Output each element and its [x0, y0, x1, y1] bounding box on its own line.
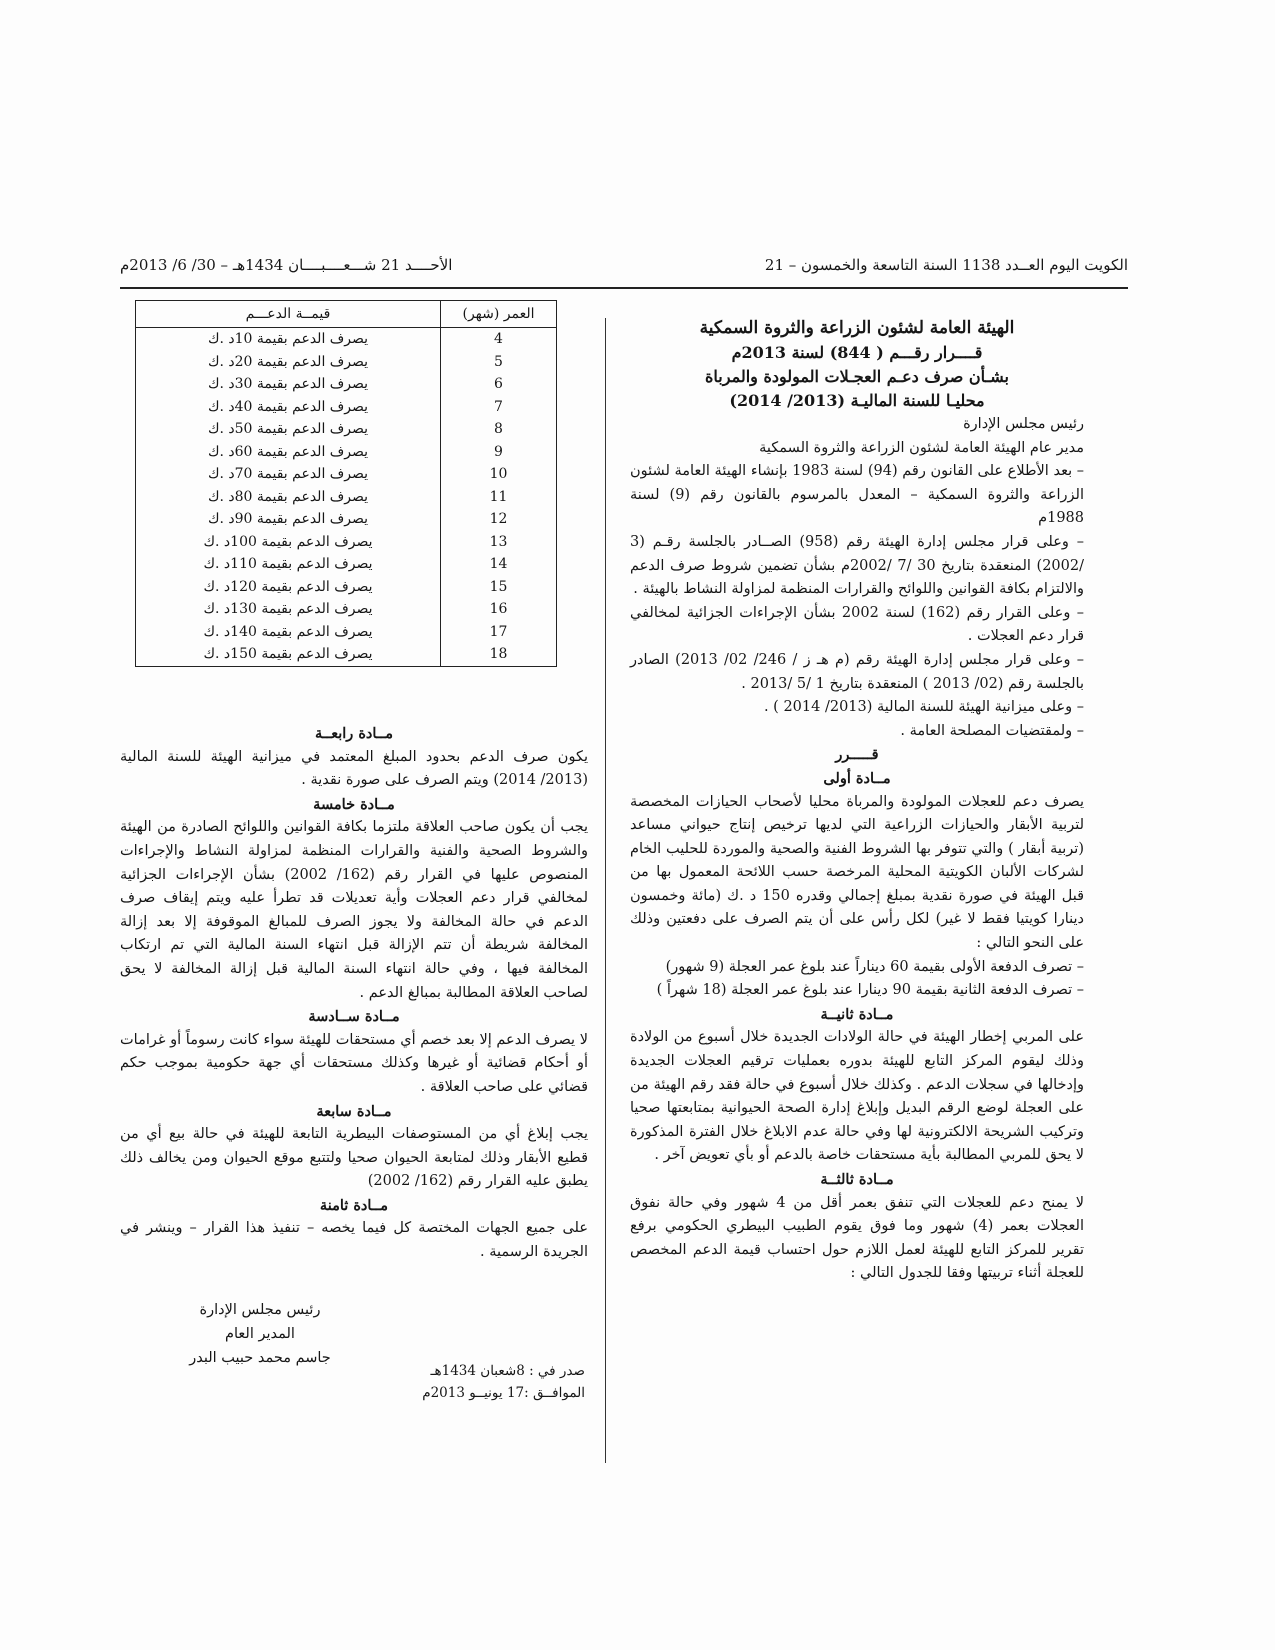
article-heading: مــادة رابعــة [314, 725, 394, 742]
table-row [136, 351, 557, 374]
article-body: يصرف دعم للعجلات المولودة والمرباة محليا لأصحاب الحيازات المخصصة لتربية الأبقار والحيازات الزراعية التي لديها ترخيص إنتاج حيواني مساعد (تربية أبقار ) والتي تتوفر بها الشروط الفنية والصحية والموردة للحليب الخام لشركات الألبان الكويتية المحلية المرخصة حسب اللائحة المعمول بها من قبل الهيئة في صورة نقدية بمبلغ إجمالي وقدره 150 د .ك (مائة وخمسون دينارا كويتيا فقط لا غير) لكل رأس على أن يتم الصرف على دفعتين وذلك على النحو التالي : [630, 793, 1085, 952]
value-cell: يصرف الدعم بقيمة 150د .ك [203, 646, 373, 663]
table-row [136, 486, 557, 509]
article-body: يكون صرف الدعم بحدود المبلغ المعتمد في ميزانية الهيئة للسنة المالية (2013/ 2014) ويتم الصرف على صورة نقدية . [120, 748, 588, 789]
article-item: – تصرف الدفعة الأولى بقيمة 60 ديناراً عند بلوغ عمر العجلة (9 شهور) [665, 958, 1084, 975]
table-header-row [136, 301, 557, 328]
article-heading: مــادة ثالثــة [820, 1171, 894, 1188]
age-cell: 7 [441, 396, 557, 419]
table-row [136, 508, 557, 531]
signature-block [160, 1298, 360, 1370]
header-date: الأحــــد 21 شـــعــــبــــان 1434هـ – 30/ 6/ 2013م [120, 256, 453, 274]
age-cell: 14 [441, 553, 557, 576]
table-row [136, 531, 557, 554]
issuer-line: رئيس مجلس الإدارة [963, 416, 1084, 432]
article-heading: مــادة أولى [823, 769, 891, 787]
value-cell: يصرف الدعم بقيمة 50د .ك [207, 421, 369, 438]
value-cell: يصرف الدعم بقيمة 120د .ك [203, 578, 373, 595]
column-divider [605, 318, 606, 1463]
preamble-item: – وعلى قرار مجلس إدارة الهيئة رقم (م هـ ز / 246/ 02/ 2013) الصادر بالجلسة رقم (02/ 2013 ) المنعقدة بتاريخ 1 /5 /2013 . [630, 651, 1085, 692]
value-cell: يصرف الدعم بقيمة 90د .ك [207, 511, 369, 528]
corresponding-date: الموافــق :17 يونيــو 2013م [422, 1385, 585, 1401]
issuer-line: مدير عام الهيئة العامة لشئون الزراعة والثروة السمكية [759, 439, 1084, 456]
age-cell: 13 [441, 531, 557, 554]
signatory-title: رئيس مجلس الإدارة [199, 1302, 321, 1318]
article-heading: مــادة خامسة [313, 795, 395, 813]
value-cell: يصرف الدعم بقيمة 70د .ك [207, 466, 369, 483]
preamble-item: – وعلى ميزانية الهيئة للسنة المالية (2013/ 2014 ) . [763, 699, 1084, 716]
header-rule [120, 287, 1128, 289]
age-cell: 5 [441, 351, 557, 374]
value-cell: يصرف الدعم بقيمة 140د .ك [203, 623, 373, 640]
age-cell: 6 [441, 373, 557, 396]
article-heading: مــادة ثامنة [319, 1196, 389, 1214]
age-cell: 15 [441, 576, 557, 599]
decision-title-line: قــــرار رقـــم ( 844) لسنة 2013م [731, 343, 983, 362]
preamble-item: – وعلى قرار مجلس إدارة الهيئة رقم (958) الصــادر بالجلسة رقـم (3 /2002) المنعقدة بتاريخ 30 /7 /2002م بشأن تضمين شروط صرف الدعم والالتزام بكافة القوانين واللوائح والقرارات المنظمة لمزاولة النشاط بالهيئة . [630, 533, 1084, 598]
age-cell: 11 [441, 486, 557, 509]
value-cell: يصرف الدعم بقيمة 130د .ك [203, 601, 373, 618]
header-issue-info: الكويت اليوم العــدد 1138 السنة التاسعة والخمسون – 21 [764, 256, 1128, 274]
value-cell: يصرف الدعم بقيمة 80د .ك [207, 488, 369, 505]
age-cell: 9 [441, 441, 557, 464]
organization-title: الهيئة العامة لشئون الزراعة والثروة السمكية [699, 318, 1015, 338]
article-heading: مــادة ســادسة [308, 1008, 400, 1026]
decides-heading: قـــــرر [835, 746, 879, 764]
preamble-item: – ولمقتضيات المصلحة العامة . [900, 722, 1084, 739]
table-row [136, 396, 557, 419]
article-heading: مــادة سابعة [316, 1102, 392, 1120]
preamble-item: – وعلى القرار رقم (162) لسنة 2002 بشأن الإجراءات الجزائية لمخالفي قرار دعم العجلات . [630, 604, 1084, 645]
decision-title-line: بشـأن صرف دعـم العجـلات المولودة والمرباة [705, 367, 1009, 386]
running-header [120, 256, 1128, 282]
value-cell: يصرف الدعم بقيمة 30د .ك [207, 376, 369, 393]
article-body: على المربي إخطار الهيئة في حالة الولادات الجديدة خلال أسبوع من الولادة وذلك ليقوم المركز التابع للهيئة بدوره بعمليات ترقيم العجلات الجديدة وإدخالها في سجلات الدعم . وكذلك خلال أسبوع في حالة فقد رقم الهيئة من على العجلة لوضع الرقم البديل وإبلاغ إدارة الصحة الحيوانية بمتابعتها صحيا وتركيب الشريحة الالكترونية لها وفي حالة عدم الابلاغ خلال الفترة المذكورة لا يحق للمربي المطالبة بأية مستحقات خاصة بالدعم أو بأي تعويض آخر . [630, 1029, 1084, 1164]
article-body: يجب إبلاغ أي من المستوصفات البيطرية التابعة للهيئة في حالة بيع أي من قطيع الأبقار وذلك لمتابعة الحيوان صحيا ولتتبع موقع الحيوان ومن يخالف ذلك يطبق عليه القرار رقم (162/ 2002) [120, 1126, 588, 1190]
article-item: – تصرف الدفعة الثانية بقيمة 90 دينارا عند بلوغ عمر العجلة (18 شهراً ) [656, 982, 1084, 999]
value-cell: يصرف الدعم بقيمة 110د .ك [203, 556, 373, 573]
value-cell: يصرف الدعم بقيمة 100د .ك [203, 533, 373, 550]
article-body: يجب أن يكون صاحب العلاقة ملتزما بكافة القوانين واللوائح الصادرة من الهيئة والشروط الصحية والفنية والقرارات المنظمة لمزاولة النشاط والإجراءات المنصوص عليها في القرار رقم (162/ 2002) بشأن الإجراءات الجزائية لمخالفي قرار دعم العجلات وأية تعديلات قد تطرأ عليه ويتم إيقاف صرف الدعم في حالة المخالفة ولا يجوز الصرف للمبالغ الموقوفة إلا بعد إزالة المخالفة شريطة أن تتم الإزالة قبل انتهاء السنة المالية التي تم ارتكاب المخالفة فيها ، وفي حالة انتهاء السنة المالية قبل إزالة المخالفة لا يحق لصاحب العلاقة المطالبة بمبالغ الدعم . [120, 819, 588, 1001]
value-column-header: قيمــة الدعـــم [136, 301, 441, 328]
table-row [136, 441, 557, 464]
article-body: لا يصرف الدعم إلا بعد خصم أي مستحقات للهيئة سواء كانت رسوماً أو غرامات أو أحكام قضائية أو غيرها وكذلك مستحقات أي جهة حكومية بموجب حكم قضائي على صاحب العلاقة . [120, 1031, 588, 1095]
issued-date: صدر في : 8شعبان 1434هـ [430, 1363, 585, 1379]
age-cell: 10 [441, 463, 557, 486]
table-row [136, 418, 557, 441]
table-row [136, 621, 557, 644]
age-cell: 18 [441, 643, 557, 666]
table-row [136, 643, 557, 666]
issue-dates [395, 1360, 585, 1404]
value-cell: يصرف الدعم بقيمة 20د .ك [207, 353, 369, 370]
age-cell: 4 [441, 328, 557, 351]
value-cell: يصرف الدعم بقيمة 60د .ك [207, 443, 369, 460]
right-column [630, 316, 1084, 1286]
table-row [136, 576, 557, 599]
table-row [136, 553, 557, 576]
decision-title-line: محليـا للسنة الماليـة (2013/ 2014) [729, 391, 985, 410]
table-row [136, 328, 557, 351]
preamble-item: – بعد الأطلاع على القانون رقم (94) لسنة 1983 بإنشاء الهيئة العامة لشئون الزراعة والثروة السمكية – المعدل بالمرسوم بالقانون رقم (9) لسنة 1988م [630, 463, 1084, 527]
value-cell: يصرف الدعم بقيمة 40د .ك [207, 398, 369, 415]
article-heading: مــادة ثانيــة [820, 1005, 894, 1023]
article-body: على جميع الجهات المختصة كل فيما يخصه – تنفيذ هذا القرار – وينشر في الجريدة الرسمية . [120, 1220, 588, 1261]
age-cell: 8 [441, 418, 557, 441]
table-row [136, 463, 557, 486]
signatory-name: جاسم محمد حبيب البدر [189, 1350, 331, 1366]
age-cell: 16 [441, 598, 557, 621]
table-row [136, 373, 557, 396]
age-column-header: العمر (شهر) [441, 301, 557, 328]
table-row [136, 598, 557, 621]
age-cell: 12 [441, 508, 557, 531]
left-column [120, 722, 588, 1265]
signatory-title: المدير العام [225, 1326, 295, 1342]
article-body: لا يمنح دعم للعجلات التي تنفق بعمر أقل من 4 شهور وفي حالة نفوق العجلات بعمر (4) شهور وما فوق يقوم الطبيب البيطري الحكومي برفع تقرير للمركز التابع للهيئة لعمل اللازم حول احتساب قيمة الدعم المخصص للعجلة أثناء تربيتها وفقا للجدول التالي : [630, 1194, 1084, 1282]
age-cell: 17 [441, 621, 557, 644]
value-cell: يصرف الدعم بقيمة 10د .ك [207, 331, 369, 348]
subsidy-table [135, 300, 557, 667]
